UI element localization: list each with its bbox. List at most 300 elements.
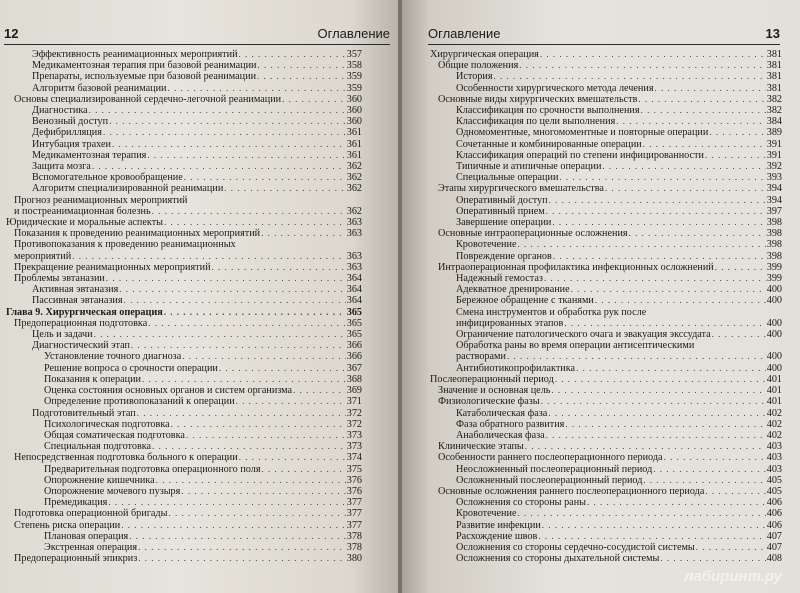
toc-entry-title: Обработка раны во время операции антисептическими [456, 340, 695, 352]
toc-entry [430, 273, 782, 284]
toc-entry [6, 273, 362, 284]
left-page [0, 0, 398, 593]
toc-entry-page: 376 [346, 485, 362, 497]
toc-entry [6, 553, 362, 564]
toc-entry-page: 406 [766, 519, 782, 531]
dot-leader [262, 464, 346, 475]
toc-entry-title: Фаза обратного развития [456, 418, 565, 430]
toc-entry-page: 394 [766, 183, 782, 195]
toc-entry-title: Хирургическая операция [430, 49, 539, 60]
toc-entry-title: Осложнения со стороны сердечно-сосудистой системы [456, 541, 695, 553]
dot-leader [109, 116, 346, 127]
dot-leader [293, 385, 346, 396]
dot-leader [212, 262, 346, 273]
toc-entry-page: 398 [766, 228, 782, 240]
toc-entry-title: Экстренная операция [44, 541, 138, 553]
header-rule [428, 44, 780, 45]
toc-entry-page: 400 [766, 284, 782, 296]
toc-entry-title: Развитие инфекции [456, 519, 541, 531]
toc-entry-title: Этапы хирургического вмешательства [438, 183, 604, 195]
toc-entry-page: 398 [766, 250, 782, 262]
toc-entry-page: 358 [346, 60, 362, 72]
toc-entry-page: 377 [346, 497, 362, 509]
dot-leader [131, 340, 346, 351]
dot-leader [540, 49, 766, 60]
dot-leader [142, 374, 346, 385]
toc-entry [430, 251, 782, 262]
toc-entry-page: 380 [346, 553, 362, 565]
dot-leader [629, 228, 766, 239]
dot-leader [705, 486, 765, 497]
toc-entry [430, 497, 782, 508]
toc-entry-title: Интубация трахеи [32, 138, 111, 150]
dot-leader [602, 161, 765, 172]
dot-leader [124, 295, 346, 306]
dot-leader [112, 139, 346, 150]
toc-entry [6, 329, 362, 340]
dot-leader [564, 318, 765, 329]
toc-entry-page: 401 [766, 385, 782, 397]
toc-entry [430, 486, 782, 497]
toc-entry-title: Установление точного диагноза [44, 351, 182, 363]
toc-entry-title: Ограничение патологического очага и эвакуация экссудата [456, 329, 711, 341]
toc-entry [430, 195, 782, 206]
toc-entry-title: мероприятий [14, 250, 72, 262]
toc-entry [6, 183, 362, 194]
dot-leader [544, 273, 766, 284]
dot-leader [641, 105, 766, 116]
toc-entry-title: Показания к операции [44, 373, 141, 385]
dot-leader [655, 83, 766, 94]
toc-entry-page: 376 [346, 474, 362, 486]
toc-entry-page: 363 [346, 250, 362, 262]
toc-entry [430, 520, 782, 531]
toc-entry [430, 531, 782, 542]
toc-entry-page: 363 [346, 261, 362, 273]
toc-entry [6, 71, 362, 82]
toc-entry [6, 396, 362, 407]
toc-entry-title: Завершение операции [456, 217, 552, 229]
toc-entry-page: 406 [766, 497, 782, 509]
dot-leader [257, 71, 346, 82]
toc-list [6, 49, 362, 564]
toc-entry-title: Препараты, используемые при базовой реанимации [32, 71, 257, 83]
dot-leader [565, 419, 765, 430]
dot-leader [164, 307, 346, 318]
toc-entry-page: 375 [346, 463, 362, 475]
dot-leader [103, 127, 346, 138]
toc-entry [430, 71, 782, 82]
toc-entry [430, 374, 782, 385]
toc-entry-page: 359 [346, 82, 362, 94]
toc-entry-title: Надежный гемостаз [456, 273, 543, 285]
toc-entry-title: Алгоритм специализированной реанимации [32, 183, 224, 195]
dot-leader [171, 419, 346, 430]
toc-entry [6, 508, 362, 519]
toc-entry-title: Юридические и моральные аспекты [6, 217, 164, 229]
toc-entry [430, 385, 782, 396]
toc-entry-title: Значение и основная цель [438, 385, 551, 397]
toc-entry [6, 116, 362, 127]
toc-entry [6, 83, 362, 94]
toc-entry-title: Определение противопоказаний к операции [44, 396, 235, 408]
toc-entry [430, 408, 782, 419]
toc-entry [430, 452, 782, 463]
toc-entry-title: Психологическая подготовка [44, 418, 170, 430]
dot-leader [715, 262, 766, 273]
dot-leader [168, 508, 345, 519]
dot-leader [643, 475, 765, 486]
dot-leader [182, 351, 346, 362]
toc-entry-page: 403 [766, 441, 782, 453]
toc-entry [6, 262, 362, 273]
right-page-header [428, 26, 780, 46]
toc-entry [6, 374, 362, 385]
toc-entry [6, 419, 362, 430]
toc-entry-page: 391 [766, 138, 782, 150]
dot-leader [595, 295, 766, 306]
dot-leader [138, 553, 345, 564]
toc-entry-title: Дефибрилляция [32, 127, 102, 139]
dot-leader [184, 172, 346, 183]
toc-entry [430, 307, 782, 318]
toc-entry [6, 307, 362, 318]
toc-entry [6, 217, 362, 228]
dot-leader [156, 475, 346, 486]
dot-leader [239, 452, 346, 463]
toc-entry-page: 400 [766, 362, 782, 374]
toc-entry [6, 172, 362, 183]
toc-entry-title: Опорожнение кишечника [44, 474, 155, 486]
dot-leader [239, 49, 346, 60]
toc-entry-page: 399 [766, 273, 782, 285]
toc-entry-page: 369 [346, 385, 362, 397]
dot-leader [152, 206, 346, 217]
dot-leader [164, 217, 346, 228]
page-number: 12 [4, 26, 19, 41]
dot-leader [257, 60, 345, 71]
left-page-header [4, 26, 390, 46]
dot-leader [541, 396, 766, 407]
toc-entry-title: Предварительная подготовка операционного поля [44, 463, 261, 475]
toc-entry-title: Основные интраоперационные осложнения [438, 228, 628, 240]
toc-entry-page: 407 [766, 541, 782, 553]
toc-entry [430, 105, 782, 116]
toc-entry [430, 295, 782, 306]
toc-entry-title: Оперативный прием [456, 205, 545, 217]
toc-entry-title: Основные виды хирургических вмешательств [438, 93, 638, 105]
toc-entry-page: 373 [346, 441, 362, 453]
toc-entry-page: 384 [766, 116, 782, 128]
toc-entry-page: 362 [346, 205, 362, 217]
toc-entry-title: Кровотечение [456, 239, 517, 251]
toc-entry-title: Кровотечение [456, 508, 517, 520]
toc-entry [430, 464, 782, 475]
toc-entry [6, 161, 362, 172]
dot-leader [705, 150, 766, 161]
toc-entry-page: 368 [346, 373, 362, 385]
toc-entry-title: Основные осложнения раннего послеоперационного периода [438, 485, 705, 497]
dot-leader [571, 284, 766, 295]
toc-entry-page: 364 [346, 273, 362, 285]
toc-entry-page: 381 [766, 82, 782, 94]
toc-entry-title: Сочетанные и комбинированные операции [456, 138, 642, 150]
dot-leader [72, 251, 346, 262]
toc-entry-title: Вспомогательное кровообращение [32, 172, 183, 184]
toc-entry [6, 351, 362, 362]
dot-leader [712, 329, 766, 340]
toc-entry-page: 381 [766, 49, 782, 60]
toc-entry-title: Плановая операция [44, 530, 129, 542]
dot-leader [643, 139, 766, 150]
toc-entry-page: 407 [766, 530, 782, 542]
dot-leader [167, 83, 345, 94]
toc-entry [6, 497, 362, 508]
dot-leader [186, 430, 346, 441]
toc-entry-page: 405 [766, 485, 782, 497]
toc-entry-title: инфицированных этапов [456, 317, 564, 329]
dot-leader [236, 396, 346, 407]
toc-entry-title: Премедикация [44, 497, 108, 509]
toc-entry-title: Физиологические фазы [438, 396, 540, 408]
toc-entry [6, 520, 362, 531]
toc-entry-title: Осложнения со стороны раны [456, 497, 586, 509]
toc-entry [430, 284, 782, 295]
running-title: Оглавление [428, 26, 501, 41]
dot-leader [549, 195, 766, 206]
dot-leader [152, 441, 346, 452]
toc-entry-page: 398 [766, 239, 782, 251]
toc-entry-title: Противопоказания к проведению реанимационных [14, 239, 236, 251]
toc-entry-title: Оперативный доступ [456, 194, 548, 206]
toc-entry-page: 389 [766, 127, 782, 139]
toc-entry [6, 127, 362, 138]
toc-entry-title: Общие положения [438, 60, 519, 72]
toc-entry [6, 139, 362, 150]
toc-entry-title: Классификация по цели выполнения [456, 116, 616, 128]
toc-entry [430, 542, 782, 553]
dot-leader [517, 508, 765, 519]
toc-entry [6, 340, 362, 351]
toc-entry-title: Венозный доступ [32, 116, 109, 128]
toc-entry-title: Осложненный послеоперационный период [456, 474, 643, 486]
header-rule [4, 44, 390, 45]
toc-entry-title: Диагностический этап [32, 340, 130, 352]
toc-entry-page: 377 [346, 508, 362, 520]
toc-entry-page: 378 [346, 541, 362, 553]
toc-entry [6, 542, 362, 553]
toc-entry-title: Цель и задачи [32, 329, 93, 341]
toc-entry-title: Подготовительный этап [32, 407, 136, 419]
toc-entry-page: 360 [346, 93, 362, 105]
dot-leader [553, 251, 766, 262]
toc-entry-page: 378 [346, 530, 362, 542]
toc-entry-page: 366 [346, 351, 362, 363]
toc-entry [6, 295, 362, 306]
toc-entry-page: 365 [346, 329, 362, 341]
toc-entry-title: Глава 9. Хирургическая операция [6, 306, 163, 318]
toc-entry [430, 183, 782, 194]
dot-leader [576, 363, 766, 374]
toc-entry-title: Медикаментозная терапия при базовой реанимации [32, 60, 257, 72]
toc-entry [430, 329, 782, 340]
dot-leader [605, 183, 766, 194]
toc-entry-title: Непосредственная подготовка больного к операции [14, 452, 238, 464]
toc-entry-title: Послеоперационный период [430, 373, 554, 385]
toc-entry-title: Проблемы эвтаназии [14, 273, 105, 285]
toc-entry-title: Осложнения со стороны дыхательной системы [456, 553, 660, 565]
toc-entry-title: Бережное обращение с тканями [456, 295, 594, 307]
dot-leader [653, 464, 765, 475]
toc-entry-page: 361 [346, 138, 362, 150]
toc-entry [6, 441, 362, 452]
toc-entry-page: 401 [766, 396, 782, 408]
toc-entry [430, 419, 782, 430]
toc-entry-page: 363 [346, 228, 362, 240]
toc-entry-title: Диагностика [32, 105, 88, 117]
toc-entry [430, 340, 782, 351]
toc-entry-title: Решение вопроса о срочности операции [44, 362, 218, 374]
toc-entry-page: 399 [766, 261, 782, 273]
toc-entry-page: 367 [346, 362, 362, 374]
dot-leader [696, 542, 766, 553]
dot-leader [89, 105, 346, 116]
dot-leader [119, 284, 345, 295]
toc-entry-page: 361 [346, 127, 362, 139]
toc-entry-page: 400 [766, 295, 782, 307]
toc-entry-page: 400 [766, 329, 782, 341]
toc-entry [430, 228, 782, 239]
toc-entry-page: 392 [766, 161, 782, 173]
toc-entry [6, 239, 362, 250]
dot-leader [181, 486, 345, 497]
toc-entry-page: 402 [766, 407, 782, 419]
dot-leader [548, 408, 765, 419]
dot-leader [559, 172, 765, 183]
toc-entry-page: 374 [346, 452, 362, 464]
toc-entry [430, 60, 782, 71]
page-number: 13 [765, 26, 780, 41]
toc-entry-page: 372 [346, 418, 362, 430]
dot-leader [147, 150, 345, 161]
toc-entry-page: 403 [766, 452, 782, 464]
toc-entry-page: 365 [346, 306, 362, 318]
toc-entry-title: Клинические этапы [438, 441, 524, 453]
toc-entry [430, 127, 782, 138]
toc-entry-title: Типичные и атипичные операции [456, 161, 602, 173]
toc-entry [430, 94, 782, 105]
toc-entry-page: 381 [766, 71, 782, 83]
dot-leader [538, 531, 765, 542]
dot-leader [638, 94, 765, 105]
dot-leader [660, 553, 765, 564]
dot-leader [138, 542, 346, 553]
toc-entry-page: 364 [346, 295, 362, 307]
toc-entry [6, 464, 362, 475]
toc-entry [6, 486, 362, 497]
dot-leader [137, 408, 346, 419]
toc-entry [430, 430, 782, 441]
toc-entry-title: Прогноз реанимационных мероприятий [14, 194, 188, 206]
toc-entry [430, 363, 782, 374]
dot-leader [519, 60, 765, 71]
toc-entry [430, 351, 782, 362]
toc-entry-page: 400 [766, 351, 782, 363]
toc-entry-page: 373 [346, 429, 362, 441]
toc-entry-page: 361 [346, 149, 362, 161]
toc-entry-page: 382 [766, 105, 782, 117]
toc-entry [430, 206, 782, 217]
dot-leader [224, 183, 345, 194]
toc-entry [6, 228, 362, 239]
toc-entry-title: Смена инструментов и обработка рук после [456, 306, 647, 318]
toc-entry [6, 105, 362, 116]
toc-entry-page: 402 [766, 429, 782, 441]
toc-entry [430, 83, 782, 94]
toc-entry-title: Прекращение реанимационных мероприятий [14, 261, 211, 273]
toc-entry-page: 377 [346, 519, 362, 531]
toc-entry-page: 397 [766, 205, 782, 217]
toc-entry-title: Особенности хирургического метода лечения [456, 82, 654, 94]
toc-entry-title: Эффективность реанимационных мероприятий [32, 49, 238, 60]
dot-leader [507, 351, 766, 362]
toc-entry [430, 553, 782, 564]
toc-entry-page: 360 [346, 116, 362, 128]
toc-entry-title: Общая соматическая подготовка [44, 429, 185, 441]
dot-leader [664, 452, 766, 463]
toc-entry-title: Классификация по срочности выполнения [456, 105, 640, 117]
running-title: Оглавление [317, 26, 390, 41]
toc-entry-page: 408 [766, 553, 782, 565]
toc-entry [430, 49, 782, 60]
toc-entry [6, 408, 362, 419]
toc-entry [430, 139, 782, 150]
toc-entry [6, 430, 362, 441]
toc-entry-title: Пассивная эвтаназия [32, 295, 123, 307]
toc-entry-title: Медикаментозная терапия [32, 149, 147, 161]
toc-entry-page: 365 [346, 317, 362, 329]
toc-entry-page: 405 [766, 474, 782, 486]
toc-entry-page: 381 [766, 60, 782, 72]
toc-entry-title: Опорожнение мочевого пузыря [44, 485, 181, 497]
toc-entry [430, 239, 782, 250]
right-page [402, 0, 800, 593]
dot-leader [261, 228, 346, 239]
watermark: лабиринт.ру [684, 568, 782, 585]
toc-entry-page: 406 [766, 508, 782, 520]
dot-leader [525, 441, 766, 452]
toc-entry-page: 371 [346, 396, 362, 408]
dot-leader [92, 161, 346, 172]
toc-entry-title: Предоперационная подготовка [14, 317, 148, 329]
toc-entry-page: 357 [346, 49, 362, 60]
toc-entry [430, 262, 782, 273]
toc-entry-title: Активная эвтаназия [32, 284, 119, 296]
toc-entry [430, 116, 782, 127]
toc-entry-title: Оценка состояния основных органов и систем организма [44, 385, 293, 397]
toc-entry-title: Показания к проведению реанимационных мероприятий [14, 228, 261, 240]
toc-entry-title: Адекватное дренирование [456, 284, 570, 296]
toc-entry [430, 161, 782, 172]
toc-entry-title: Анаболическая фаза [456, 429, 545, 441]
dot-leader [129, 531, 346, 542]
toc-entry-page: 391 [766, 149, 782, 161]
dot-leader [517, 239, 765, 250]
dot-leader [94, 329, 346, 340]
dot-leader [551, 385, 765, 396]
dot-leader [552, 217, 765, 228]
toc-entry [6, 452, 362, 463]
